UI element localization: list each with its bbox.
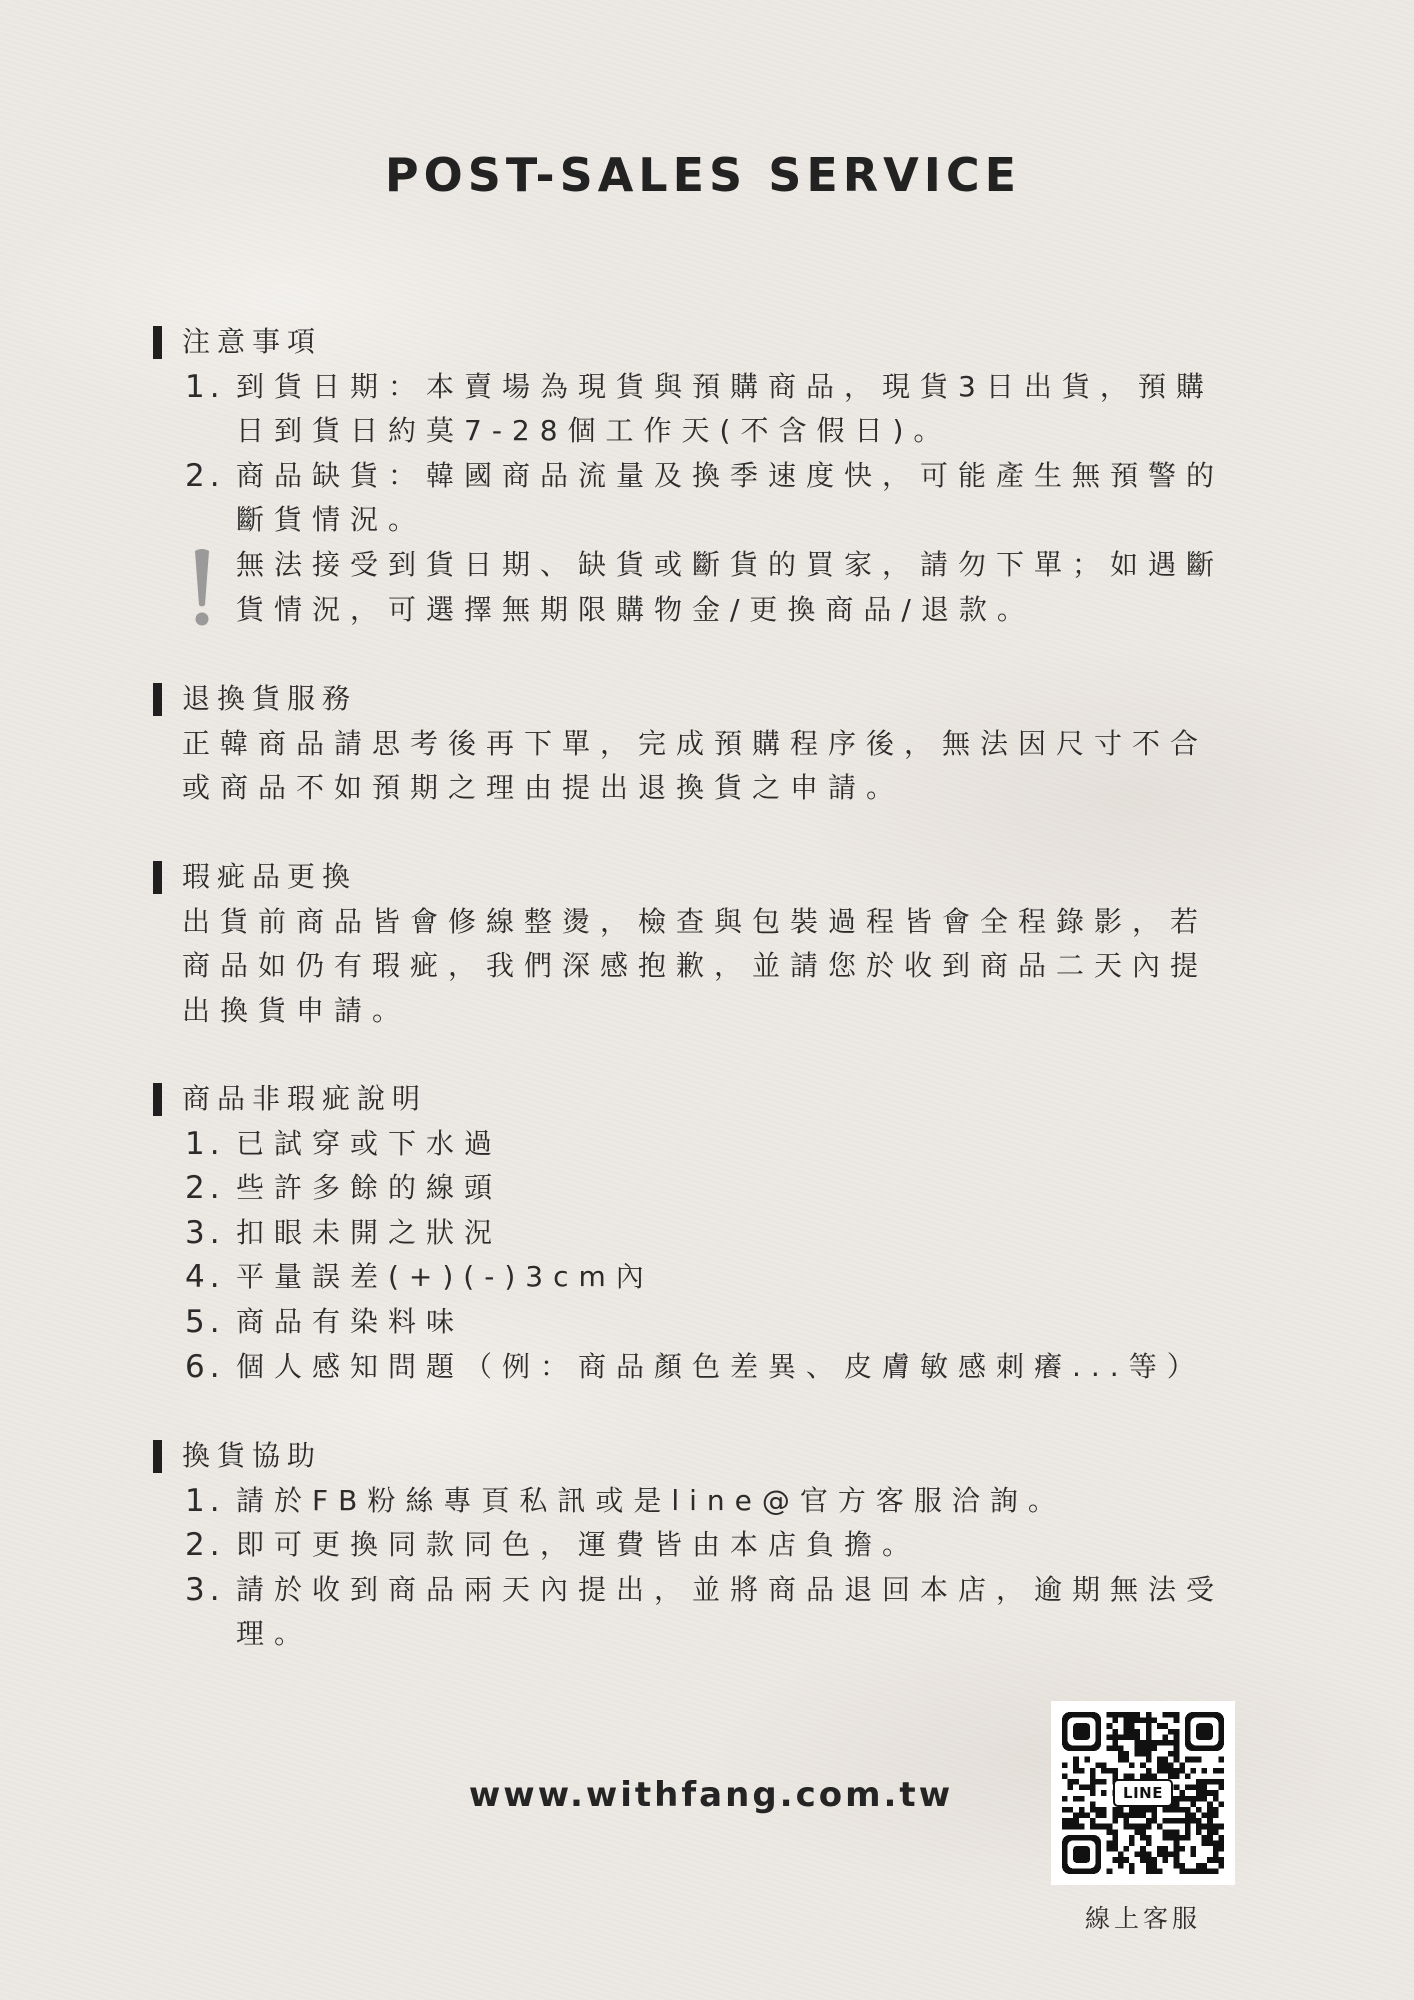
qr-label: 線上客服 [1084, 1904, 1201, 1933]
section-heading-label: 換貨協助 [182, 1439, 323, 1472]
item-number: 4. [185, 1259, 225, 1296]
item-number: 5. [185, 1303, 225, 1340]
line-logo: LINE [1113, 1779, 1173, 1807]
item-text: 平量誤差(+)(-)3cm內 [236, 1260, 654, 1294]
list-item [0, 1211, 1414, 1256]
paragraph-line: 正韓商品請思考後再下單，完成預購程序後，無法因尺寸不合 [182, 726, 1209, 760]
list-item [0, 1345, 1414, 1390]
item-text: 已試穿或下水過 [236, 1126, 503, 1160]
item-number: 3. [185, 1571, 225, 1608]
section-heading-label: 瑕疵品更換 [182, 860, 358, 893]
line-qr-code[interactable] [1051, 1701, 1235, 1885]
exchange-section [0, 1434, 1414, 1657]
list-item [0, 1479, 1414, 1524]
section-heading-label: 商品非瑕疵說明 [182, 1082, 428, 1115]
return-section [0, 677, 1414, 811]
section-heading [0, 320, 1414, 365]
item-text: 理。 [236, 1617, 313, 1651]
warning-text: 貨情況，可選擇無期限購物金/更換商品/退款。 [236, 592, 1035, 626]
item-number: 2. [185, 457, 225, 494]
item-number: 1. [185, 1482, 225, 1519]
list-item [0, 1255, 1414, 1300]
item-text: 即可更換同款同色，運費皆由本店負擔。 [236, 1528, 921, 1562]
defect-section [0, 855, 1414, 1033]
item-text: 些許多餘的線頭 [236, 1171, 503, 1205]
list-item [0, 365, 1414, 454]
section-heading-label: 退換貨服務 [182, 682, 358, 715]
list-item [0, 454, 1414, 543]
item-text: 個人感知問題（例：商品顏色差異、皮膚敏感刺癢...等） [236, 1349, 1205, 1383]
item-text: 商品缺貨：韓國商品流量及換季速度快，可能產生無預警的 [236, 458, 1225, 492]
list-item [0, 1568, 1414, 1657]
section-heading [0, 1077, 1414, 1122]
exclamation-icon [190, 547, 214, 627]
warning-note [0, 543, 1414, 632]
warning-text: 無法接受到貨日期、缺貨或斷貨的買家，請勿下單；如遇斷 [236, 547, 1225, 581]
item-text: 扣眼未開之狀況 [236, 1215, 503, 1249]
list-item [0, 1166, 1414, 1211]
page-title: POST-SALES SERVICE [384, 148, 1022, 202]
section-heading-label: 注意事項 [182, 325, 323, 358]
non-defect-section [0, 1077, 1414, 1389]
item-text: 商品有染料味 [236, 1304, 465, 1338]
item-text: 請於收到商品兩天內提出，並將商品退回本店，逾期無法受 [236, 1572, 1225, 1606]
paragraph-line: 商品如仍有瑕疵，我們深感抱歉，並請您於收到商品二天內提 [182, 949, 1209, 983]
item-number: 6. [185, 1348, 225, 1385]
website-link[interactable]: www.withfang.com.tw [468, 1775, 954, 1815]
item-text: 到貨日期：本賣場為現貨與預購商品，現貨3日出貨，預購 [236, 369, 1214, 403]
list-item [0, 1122, 1414, 1167]
notice-section [0, 320, 1414, 632]
item-text: 日到貨日約莫7-28個工作天(不含假日)。 [236, 414, 952, 448]
item-number: 2. [185, 1170, 225, 1207]
item-number: 1. [185, 1125, 225, 1162]
heading-bar [153, 1440, 162, 1473]
section-heading [0, 677, 1414, 722]
paragraph-line: 或商品不如預期之理由提出退換貨之申請。 [182, 771, 905, 805]
heading-bar [153, 861, 162, 894]
list-item [0, 1523, 1414, 1568]
item-text: 斷貨情況。 [236, 503, 427, 537]
item-number: 3. [185, 1214, 225, 1251]
section-heading [0, 1434, 1414, 1479]
paragraph-line: 出換貨申請。 [182, 993, 411, 1027]
heading-bar [153, 1083, 162, 1116]
section-heading [0, 855, 1414, 900]
list-item [0, 1300, 1414, 1345]
heading-bar [153, 683, 162, 716]
item-number: 1. [185, 368, 225, 405]
heading-bar [153, 326, 162, 359]
item-text: 請於FB粉絲專頁私訊或是line@官方客服洽詢。 [236, 1483, 1066, 1517]
item-number: 2. [185, 1527, 225, 1564]
paragraph-line: 出貨前商品皆會修線整燙，檢查與包裝過程皆會全程錄影，若 [182, 904, 1209, 938]
